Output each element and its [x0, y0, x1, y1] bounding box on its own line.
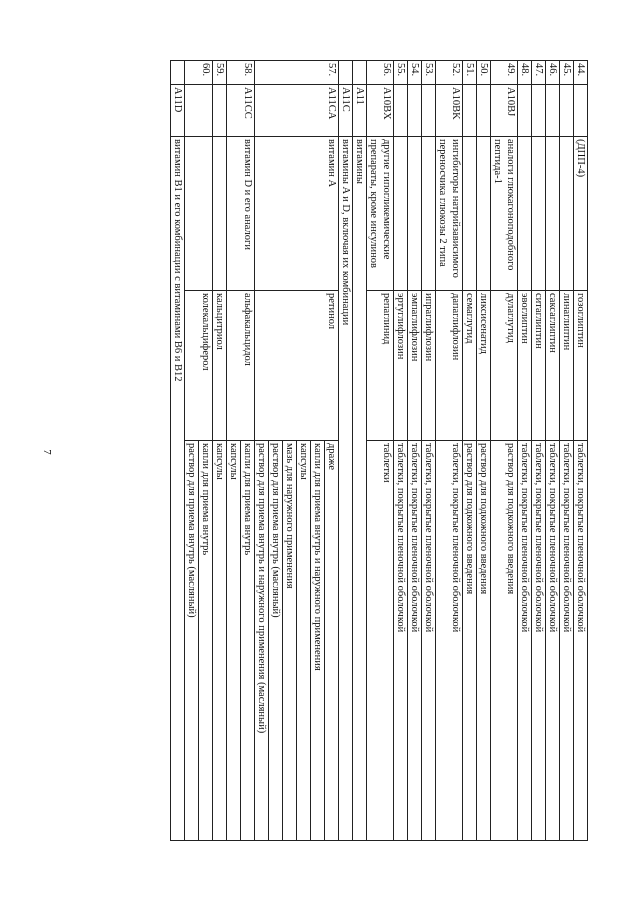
group-heading-cell: витамины	[353, 137, 367, 841]
drug-name-cell: дулаглутид	[491, 291, 518, 441]
group-name-cell	[560, 137, 574, 291]
dosage-form-cell: раствор для подкожного введения	[491, 441, 518, 841]
drug-name-cell: ипраглифлозин	[422, 291, 436, 441]
table-row	[560, 61, 574, 841]
dosage-form-cell: таблетки, покрытые пленочной оболочкой	[422, 441, 436, 841]
group-name-cell: (ДПП-4)	[574, 137, 588, 291]
dosage-form-cell: капсулы	[297, 441, 311, 841]
atc-code-cell: A11	[353, 85, 367, 137]
drug-name-cell: эртуглифлозин	[394, 291, 408, 441]
dosage-form-cell: таблетки, покрытые пленочной оболочкой	[408, 441, 422, 841]
drug-name-cell: линаглиптин	[560, 291, 574, 441]
table-row	[353, 61, 367, 841]
dosage-form-cell: мазь для наружного применения	[283, 441, 297, 841]
dosage-form-cell: раствор для подкожного введения	[463, 441, 477, 841]
drug-list-sheet	[98, 60, 588, 840]
dosage-form-cell: таблетки, покрытые пленочной оболочкой	[518, 441, 532, 841]
table-row	[213, 61, 227, 841]
atc-code-cell	[422, 85, 436, 137]
group-name-cell	[394, 137, 408, 291]
table-row	[422, 61, 436, 841]
drug-name-cell: колекальциферол	[185, 291, 213, 441]
group-name-cell	[532, 137, 546, 291]
drug-name-cell: гозоглиптин	[574, 291, 588, 441]
dosage-form-cell: таблетки, покрытые пленочной оболочкой	[574, 441, 588, 841]
atc-code-cell	[560, 85, 574, 137]
row-number-cell: 52.	[436, 61, 463, 85]
dosage-form-cell: капсулы	[227, 441, 241, 841]
dosage-form-cell: раствор для подкожного введения	[477, 441, 491, 841]
row-number-cell: 51.	[463, 61, 477, 85]
atc-code-cell: A10BJ	[491, 85, 518, 137]
drug-name-cell: семаглутид	[463, 291, 477, 441]
row-number-cell: 53.	[422, 61, 436, 85]
drug-name-cell: ситаглиптин	[532, 291, 546, 441]
dosage-form-cell: драже	[325, 441, 339, 841]
drug-name-cell: ликсисенатид	[477, 291, 491, 441]
group-name-cell: ингибиторы натрийзависимого переносчика глюкозы 2 типа	[436, 137, 463, 291]
group-name-cell: витамин D и его аналоги	[227, 137, 255, 291]
table-row	[491, 61, 518, 841]
drug-name-cell: альфакальцидол	[227, 291, 255, 441]
row-number-cell	[171, 61, 185, 85]
group-name-cell	[463, 137, 477, 291]
drug-name-cell: кальцитриол	[213, 291, 227, 441]
atc-code-cell: A10BX	[367, 85, 394, 137]
row-number-cell: 44.	[574, 61, 588, 85]
row-number-cell: 59.	[213, 61, 227, 85]
dosage-form-cell: таблетки, покрытые пленочной оболочкой	[436, 441, 463, 841]
dosage-form-cell: таблетки	[367, 441, 394, 841]
page-number: 7	[40, 449, 53, 455]
drug-name-cell: эвоглиптин	[518, 291, 532, 441]
dosage-form-cell: раствор для приема внутрь и наружного применения (масляный)	[255, 441, 269, 841]
row-number-cell: 50.	[477, 61, 491, 85]
group-name-cell	[422, 137, 436, 291]
group-name-cell	[518, 137, 532, 291]
table-row	[463, 61, 477, 841]
dosage-form-cell: таблетки, покрытые пленочной оболочкой	[394, 441, 408, 841]
row-number-cell: 54.	[408, 61, 422, 85]
dosage-form-cell: раствор для приема внутрь (масляный)	[269, 441, 283, 841]
table-row	[574, 61, 588, 841]
drug-name-cell: ретинол	[255, 291, 339, 441]
row-number-cell: 46.	[546, 61, 560, 85]
dosage-form-cell: капли для приема внутрь и наружного применения	[311, 441, 325, 841]
row-number-cell: 49.	[491, 61, 518, 85]
table-row	[518, 61, 532, 841]
atc-code-cell	[394, 85, 408, 137]
group-name-cell: аналоги глюкагоноподобного пептида-1	[491, 137, 518, 291]
table-row	[532, 61, 546, 841]
table-row	[199, 61, 213, 841]
table-row	[325, 61, 339, 841]
table-row	[171, 61, 185, 841]
dosage-form-cell: таблетки, покрытые пленочной оболочкой	[560, 441, 574, 841]
atc-code-cell	[518, 85, 532, 137]
atc-code-cell	[213, 85, 227, 137]
row-number-cell: 60.	[185, 61, 213, 85]
atc-code-cell	[532, 85, 546, 137]
atc-code-cell	[185, 85, 213, 137]
table-row	[394, 61, 408, 841]
group-name-cell	[213, 137, 227, 291]
drug-name-cell: эмпаглифлозин	[408, 291, 422, 441]
atc-code-cell: A10BK	[436, 85, 463, 137]
row-number-cell	[339, 61, 353, 85]
table-row	[546, 61, 560, 841]
row-number-cell: 47.	[532, 61, 546, 85]
group-name-cell	[185, 137, 213, 291]
table-row	[408, 61, 422, 841]
atc-code-cell: A11CA	[255, 85, 339, 137]
table-row	[241, 61, 255, 841]
group-heading-cell: витамины A и D, включая их комбинации	[339, 137, 353, 841]
dosage-form-cell: таблетки, покрытые пленочной оболочкой	[546, 441, 560, 841]
dosage-form-cell: таблетки, покрытые пленочной оболочкой	[532, 441, 546, 841]
table-row	[436, 61, 463, 841]
row-number-cell: 56.	[367, 61, 394, 85]
group-name-cell	[408, 137, 422, 291]
atc-code-cell: A11CC	[227, 85, 255, 137]
atc-code-cell	[477, 85, 491, 137]
atc-code-cell	[546, 85, 560, 137]
group-heading-cell: витамин B1 и его комбинации с витаминами B6 и B12	[171, 137, 185, 841]
drug-table-body	[171, 61, 588, 841]
group-name-cell	[546, 137, 560, 291]
dosage-form-cell: раствор для приема внутрь (масляный)	[185, 441, 199, 841]
row-number-cell: 45.	[560, 61, 574, 85]
group-name-cell: другие гипогликемические препараты, кроме инсулинов	[367, 137, 394, 291]
atc-code-cell: A11C	[339, 85, 353, 137]
drug-name-cell: саксаглиптин	[546, 291, 560, 441]
group-name-cell: витамин A	[255, 137, 339, 291]
atc-code-cell	[408, 85, 422, 137]
drug-table	[170, 60, 588, 841]
atc-code-cell	[574, 85, 588, 137]
row-number-cell	[353, 61, 367, 85]
dosage-form-cell: капсулы	[213, 441, 227, 841]
group-name-cell	[477, 137, 491, 291]
atc-code-cell: A11D	[171, 85, 185, 137]
row-number-cell: 58.	[227, 61, 255, 85]
row-number-cell: 48.	[518, 61, 532, 85]
atc-code-cell	[463, 85, 477, 137]
table-row	[367, 61, 394, 841]
table-row	[477, 61, 491, 841]
drug-name-cell: репаглинид	[367, 291, 394, 441]
row-number-cell: 57.	[255, 61, 339, 85]
dosage-form-cell: капли для приема внутрь	[199, 441, 213, 841]
dosage-form-cell: капли для приема внутрь	[241, 441, 255, 841]
drug-name-cell: дапаглифлозин	[436, 291, 463, 441]
row-number-cell: 55.	[394, 61, 408, 85]
table-row	[339, 61, 353, 841]
